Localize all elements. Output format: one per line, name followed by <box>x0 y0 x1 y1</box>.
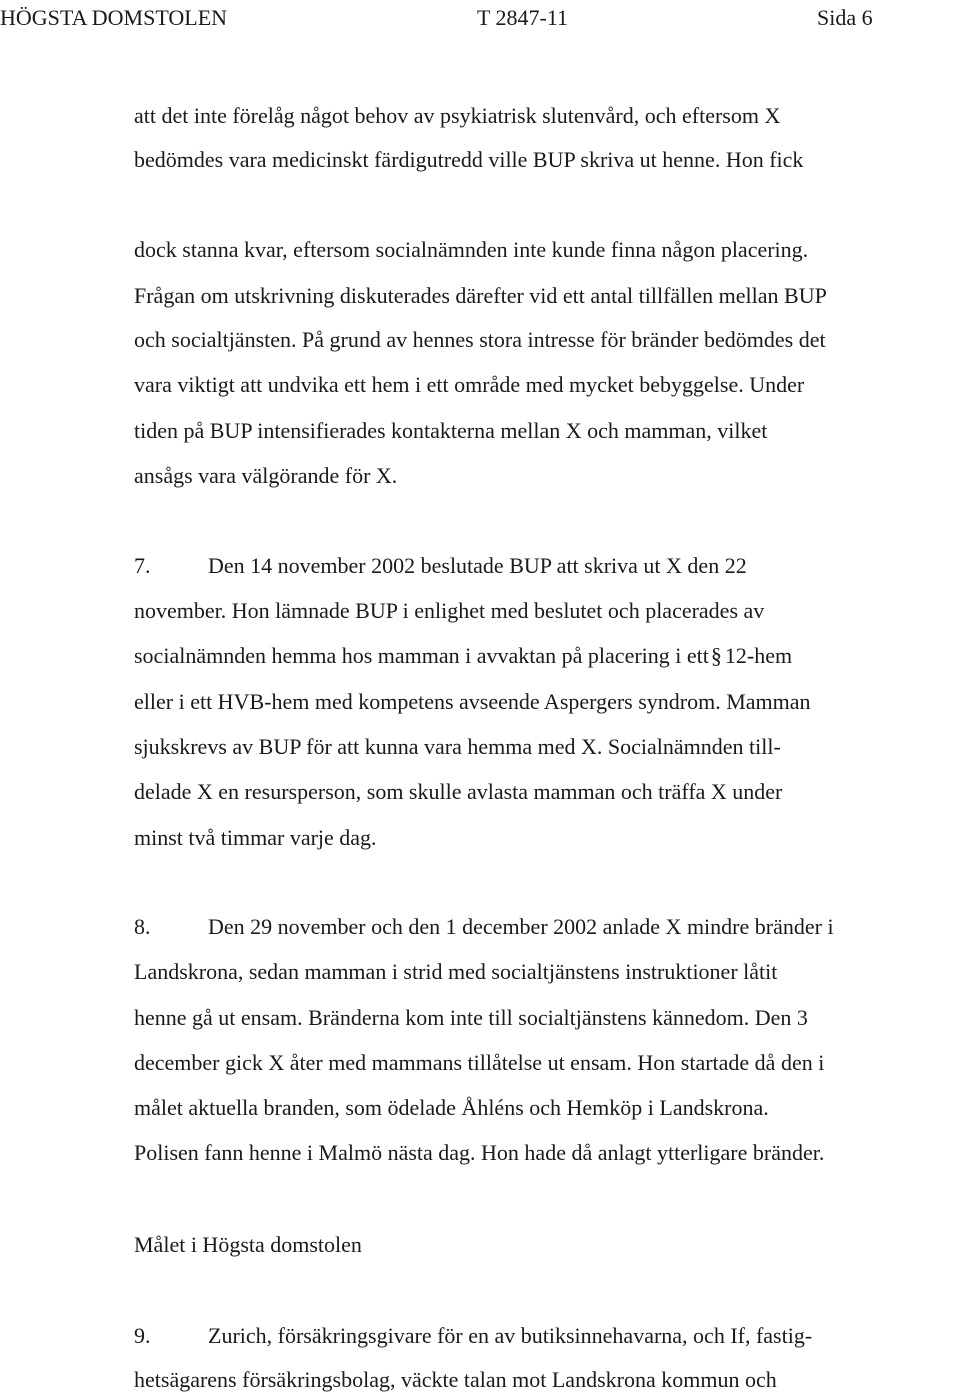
court-name: HÖGSTA DOMSTOLEN <box>0 5 228 30</box>
page-header <box>0 4 960 32</box>
text-line: ansågs vara välgörande för X. <box>134 463 398 488</box>
text-line: vara viktigt att undvika ett hem i ett område med mycket bebyggelse. Under <box>134 372 805 397</box>
text-line: målet aktuella branden, som ödelade Åhléns och Hemköp i Landskrona. <box>134 1095 769 1120</box>
text-line: hetsägarens försäkringsbolag, väckte talan mot Landskrona kommun och <box>134 1367 777 1392</box>
text-line: sjukskrevs av BUP för att kunna vara hemma med X. Socialnämnden till- <box>134 734 781 759</box>
text-line: Polisen fann henne i Malmö nästa dag. Hon hade då anlagt ytterligare bränder. <box>134 1140 825 1165</box>
text-line: dock stanna kvar, eftersom socialnämnden inte kunde finna någon placering. <box>134 237 809 262</box>
text-line: och socialtjänsten. På grund av hennes stora intresse för bränder bedömdes det <box>134 327 826 352</box>
text-line: minst två timmar varje dag. <box>134 825 377 850</box>
text-line: att det inte förelåg något behov av psykiatrisk slutenvård, och eftersom X <box>134 103 781 128</box>
text-line: december gick X åter med mammans tillåtelse ut ensam. Hon startade då den i <box>134 1050 825 1075</box>
text-line: henne gå ut ensam. Bränderna kom inte till socialtjänstens kännedom. Den 3 <box>134 1005 808 1030</box>
text-line: november. Hon lämnade BUP i enlighet med beslutet och placerades av <box>134 598 765 623</box>
text-line: Landskrona, sedan mamman i strid med socialtjänstens instruktioner låtit <box>134 959 778 984</box>
paragraph-number: 9. <box>134 1323 151 1348</box>
section-heading: Målet i Högsta domstolen <box>134 1232 362 1257</box>
text-line: bedömdes vara medicinskt färdigutredd ville BUP skriva ut henne. Hon fick <box>134 147 804 172</box>
paragraph-number: 8. <box>134 914 151 939</box>
section-sign: § <box>710 643 722 668</box>
text-line: Zurich, försäkringsgivare för en av butiksinnehavarna, och If, fastig- <box>208 1323 813 1348</box>
paragraph-number: 7. <box>134 553 151 578</box>
page-number: Sida 6 <box>817 5 873 30</box>
text-line: tiden på BUP intensifierades kontakterna mellan X och mamman, vilket <box>134 418 768 443</box>
text-line: delade X en resursperson, som skulle avlasta mamman och träffa X under <box>134 779 783 804</box>
text-line: Den 29 november och den 1 december 2002 anlade X mindre bränder i <box>208 914 834 939</box>
text-line: Frågan om utskrivning diskuterades därefter vid ett antal tillfällen mellan BUP <box>134 283 827 308</box>
case-number: T 2847-11 <box>477 5 569 30</box>
text-line: Den 14 november 2002 beslutade BUP att skriva ut X den 22 <box>208 553 747 578</box>
text-line: socialnämnden hemma hos mamman i avvaktan på placering i ett§ 12-hem <box>134 643 793 668</box>
text-line: eller i ett HVB-hem med kompetens avseende Aspergers syndrom. Mamman <box>134 689 811 714</box>
